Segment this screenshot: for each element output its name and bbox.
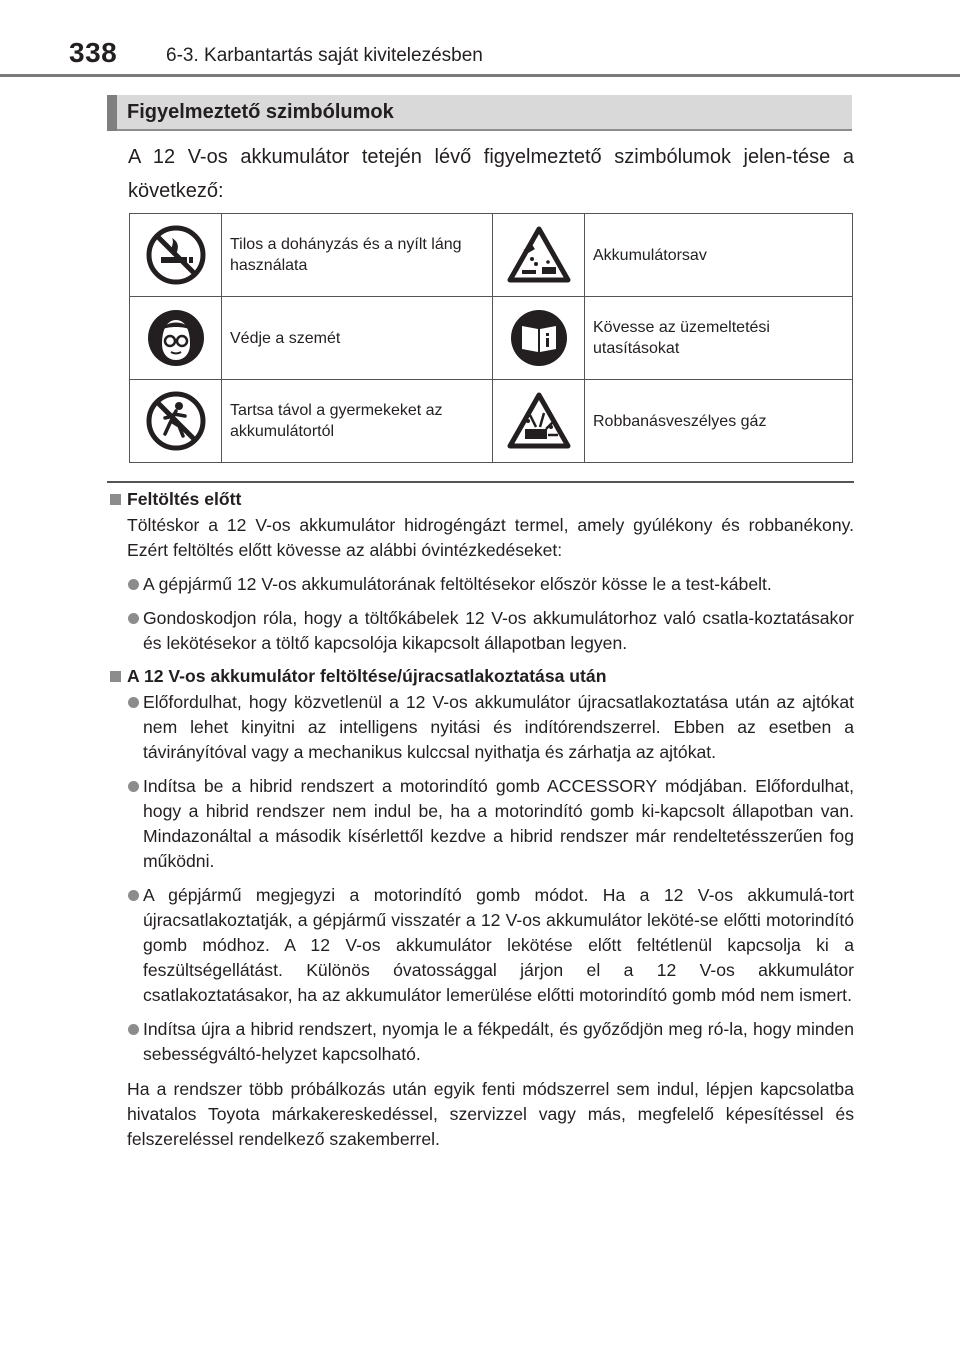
subheading-after-charging [110, 664, 854, 689]
symbol-icon-cell [493, 214, 585, 297]
round-bullet-icon [128, 781, 139, 792]
table-row [130, 214, 853, 297]
symbol-label: Kövesse az üzemeltetési utasításokat [585, 297, 853, 380]
list-item [110, 606, 854, 656]
list-item-text: Indítsa be a hibrid rendszert a motorindító gomb ACCESSORY módjában. Előfordulhat, hogy a hibrid rendszer nem indul be, ha a motorindító gomb ki-kapcsolt állapotban van. Mindazonáltal a második kísérlettől kezdve a hibrid rendszer már rendeltetésszerűen fog működni. [143, 776, 854, 871]
square-bullet-icon [110, 671, 121, 682]
page-header [0, 0, 960, 76]
section-banner [107, 95, 852, 131]
explosive-gas-icon [506, 391, 572, 451]
round-bullet-icon [128, 1024, 139, 1035]
round-bullet-icon [128, 890, 139, 901]
symbol-label: Akkumulátorsav [585, 214, 853, 297]
battery-acid-icon [506, 225, 572, 285]
chapter-title: 6-3. Karbantartás saját kivitelezésben [166, 45, 483, 66]
list-item-text: Indítsa újra a hibrid rendszert, nyomja le a fékpedált, és győződjön meg ró-la, hogy minden sebességváltó-helyzet kapcsolható. [143, 1019, 854, 1064]
square-bullet-icon [110, 494, 121, 505]
page-number: 338 [69, 37, 118, 68]
symbol-label: Robbanásveszélyes gáz [585, 380, 853, 463]
list-item [110, 1017, 854, 1067]
list-item-text: A gépjármű 12 V-os akkumulátorának feltöltésekor először kösse le a test-kábelt. [143, 574, 772, 594]
header-rule [0, 74, 960, 77]
manual-book-icon [509, 308, 569, 368]
round-bullet-icon [128, 697, 139, 708]
table-row [130, 297, 853, 380]
list-item [110, 690, 854, 765]
symbol-label: Tartsa távol a gyermekeket az akkumulátortól [222, 380, 493, 463]
round-bullet-icon [128, 613, 139, 624]
list-item-text: Gondoskodjon róla, hogy a töltőkábelek 12 V-os akkumulátorhoz való csatla-koztatásakor és lekötésekor a töltő kapcsolója kikapcsolt állapotban legyen. [143, 608, 854, 653]
no-children-icon [145, 390, 207, 452]
list-item [110, 572, 854, 597]
paragraph: Töltéskor a 12 V-os akkumulátor hidrogéngázt termel, amely gyúlékony és robbanékony. Ezért feltöltés előtt kövesse az alábbi óvintézkedéseket: [127, 515, 854, 560]
symbol-icon-cell [130, 380, 222, 463]
symbol-label: Védje a szemét [222, 297, 493, 380]
symbol-icon-cell [130, 297, 222, 380]
subheading-text: A 12 V-os akkumulátor feltöltése/újracsatlakoztatása után [127, 666, 607, 686]
symbol-icon-cell [493, 380, 585, 463]
section-banner-bar [107, 95, 117, 131]
list-item [110, 883, 854, 1008]
symbol-label: Tilos a dohányzás és a nyílt láng használata [222, 214, 493, 297]
warning-symbols-table [129, 213, 853, 463]
list-item-text: Előfordulhat, hogy közvetlenül a 12 V-os akkumulátor újracsatlakoztatása után az ajtókat nem lehet kinyitni az intelligens nyitási és indítórendszerrel. Ebben az esetben a távirányítóval vagy a mechanikus kulccsal nyithatja és zárhatja az ajtókat. [143, 692, 854, 762]
closing-paragraph: Ha a rendszer több próbálkozás után egyik fenti módszerrel sem indul, lépjen kapcsolatba hivatalos Toyota márkakereskedéssel, szervizzel vagy más, megfelelő képesítéssel és felszereléssel rendelkező szakemberrel. [127, 1079, 854, 1149]
subheading-before-charging [110, 487, 854, 512]
symbol-icon-cell [130, 214, 222, 297]
list-item-text: A gépjármű megjegyzi a motorindító gomb módot. Ha a 12 V-os akkumulá-tort újracsatlakoztatják, a gépjármű visszatér a 12 V-os akkumulátor leköté-se előtti motorindító gomb módhoz. A 12 V-os akkumulátor lekötése előtt feltétlenül kapcsolja ki a feszültségellátást. Különös óvatossággal járjon el a 12 V-os akkumulátor csatlakoztatásakor, ha az akkumulátor lemerülése előtti motorindító gomb mód nem ismert. [143, 885, 854, 1005]
main-content [110, 487, 854, 1152]
list-item [110, 774, 854, 874]
eye-protection-icon [146, 308, 206, 368]
section-intro: A 12 V-os akkumulátor tetején lévő figyelmeztető szimbólumok jelen-tése a következő: [128, 146, 854, 202]
subheading-text: Feltöltés előtt [127, 489, 242, 509]
section-bottom-rule [107, 481, 854, 483]
table-row [130, 380, 853, 463]
symbol-icon-cell [493, 297, 585, 380]
no-smoking-icon [145, 224, 207, 286]
round-bullet-icon [128, 579, 139, 590]
section-title: Figyelmeztető szimbólumok [127, 101, 394, 123]
